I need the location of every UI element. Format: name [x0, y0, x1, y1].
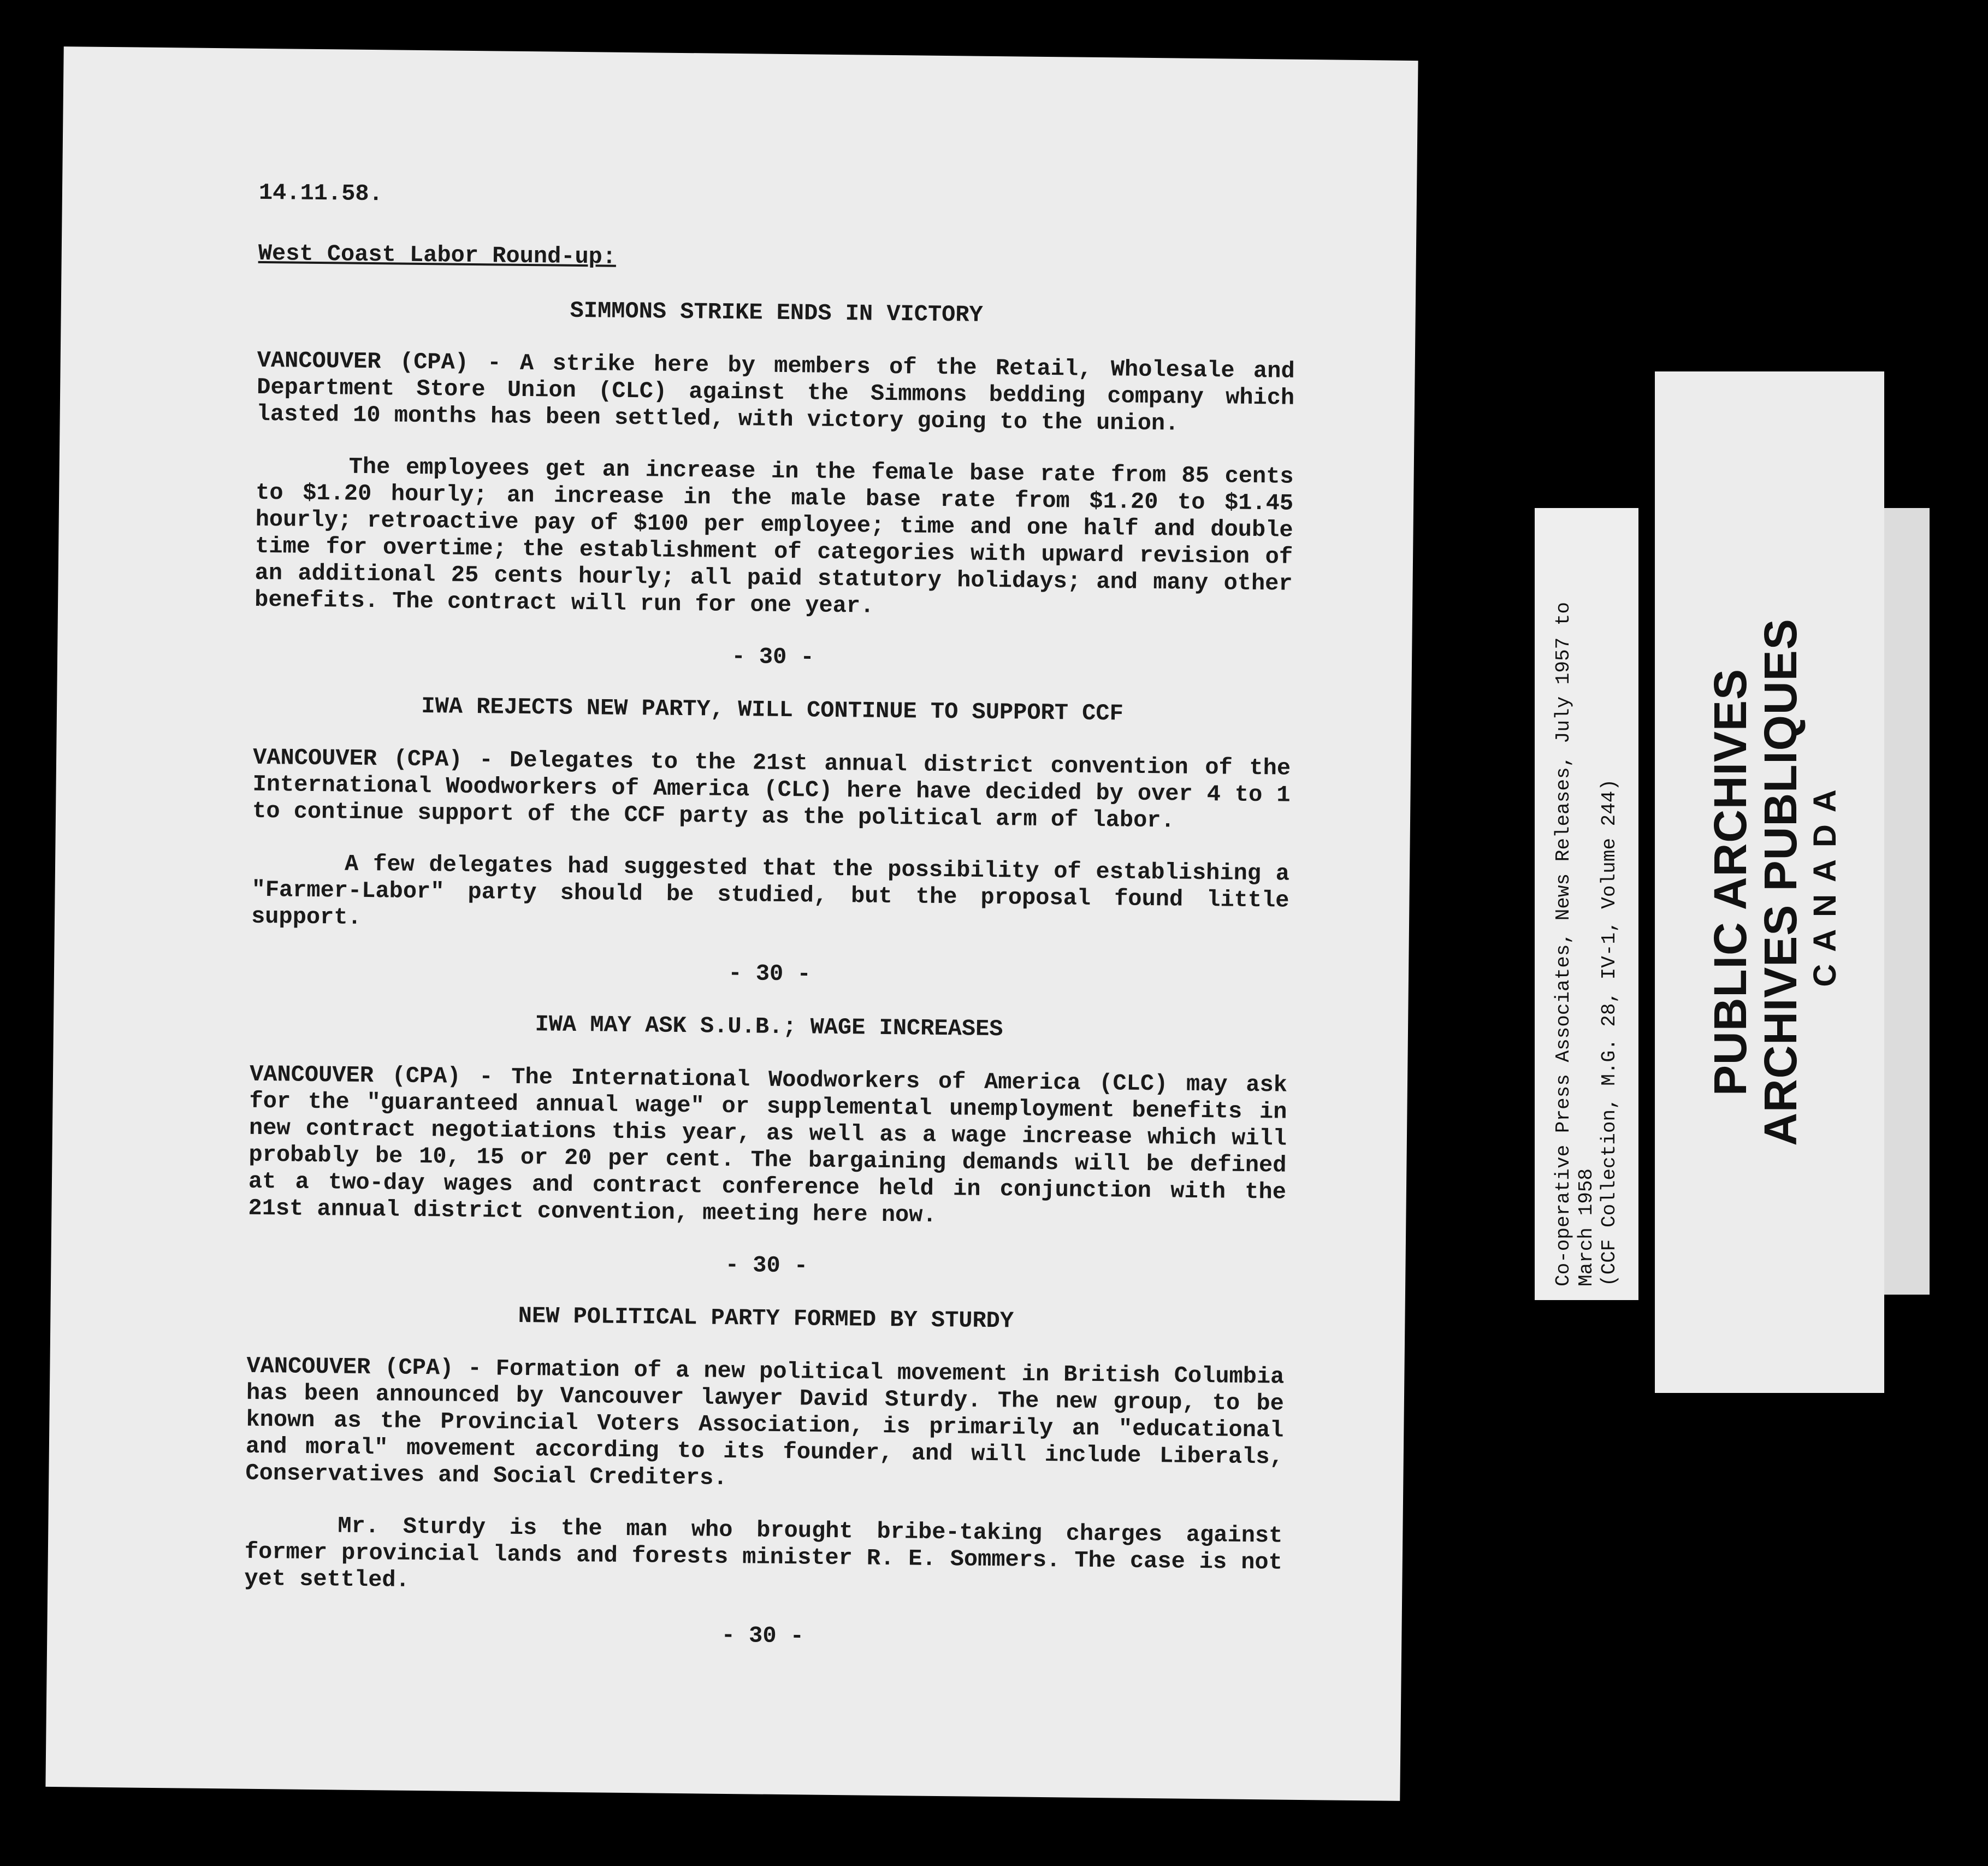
story: [244, 1300, 1285, 1655]
story-paragraph: VANCOUVER (CPA) - The International Woodworkers of America (CLC) may ask for the "guaranteed annual wage" or supplemental unemployment benefits in new contract negotiations this year, as well as a wage increase which will probably be 10, 15 or 20 per cent. The bargaining demands will be defined at a two-day wages and contract conference held in conjunction with the 21st annual district convention, meeting here now.: [248, 1061, 1288, 1229]
story: [254, 294, 1295, 676]
story-paragraph: VANCOUVER (CPA) - Formation of a new political movement in British Columbia has been announced by Vancouver lawyer David Sturdy. The new group, to be known as the Provincial Voters Association, is primarily an "educational and moral" movement according to its founder, and will include Liberals, Conservatives and Social Crediters.: [245, 1353, 1285, 1491]
public-archives-card: [1655, 371, 1884, 1393]
archive-label-line: March 1958: [1575, 1168, 1597, 1286]
stamp-line-french: ARCHIVES PUBLIQUES: [1755, 618, 1806, 1146]
stamp-text: [1705, 554, 1845, 1210]
end-mark: - 30 -: [728, 960, 811, 988]
typescript-body: [244, 180, 1297, 1681]
story-headline: IWA MAY ASK S.U.B.; WAGE INCREASES: [535, 1011, 1003, 1043]
archive-label-text: [1552, 522, 1621, 1286]
end-mark: - 30 -: [731, 643, 814, 671]
story-paragraph: VANCOUVER (CPA) - Delegates to the 21st annual district convention of the International Woodworkers of America (CLC) here have decided by over 4 to 1 to continue support of the CCF party as the political arm of labor.: [252, 744, 1291, 834]
archive-label-line: Co-operative Press Associates, News Releases, July 1957 to: [1552, 601, 1575, 1286]
archive-collection-label: [1535, 508, 1638, 1300]
story-paragraph: Mr. Sturdy is the man who brought bribe-taking charges against former provincial lands and forests minister R. E. Sommers. The case is not yet settled.: [244, 1513, 1283, 1593]
story-paragraph: VANCOUVER (CPA) - A strike here by members of the Retail, Wholesale and Department Store Union (CLC) against the Simmons bedding company which lasted 10 months has been settled, with victory going to the union.: [256, 347, 1295, 437]
story-paragraph: The employees get an increase in the female base rate from 85 cents to $1.20 hourly; an increase in the male base rate from $1.20 to $1.45 hourly; retroactive pay of $100 per employee; time and one half and double time for overtime; the establishment of categories with upward revision of an additional 25 cents hourly; all paid statutory holidays; and many other benefits. The contract will run for one year.: [254, 453, 1294, 619]
story-paragraph: A few delegates had suggested that the possibility of establishing a "Farmer-Labor" party should be studied, but the proposal found little support.: [251, 851, 1290, 931]
stamp-line-country: CANADA: [1807, 777, 1843, 987]
end-mark: - 30 -: [725, 1251, 808, 1279]
series-heading: West Coast Labor Round-up:: [258, 240, 617, 270]
typescript-page: [45, 46, 1418, 1801]
archive-label-line: (CCF Collection, M.G. 28, IV-1, Volume 244): [1598, 779, 1620, 1286]
document-date: 14.11.58.: [258, 179, 383, 208]
public-archives-stamp: [1693, 410, 1857, 1355]
story-headline: SIMMONS STRIKE ENDS IN VICTORY: [570, 297, 984, 328]
story-headline: IWA REJECTS NEW PARTY, WILL CONTINUE TO SUPPORT CCF: [421, 693, 1124, 727]
archive-card-tab: [1879, 508, 1930, 1295]
end-mark: - 30 -: [721, 1622, 804, 1650]
story-headline: NEW POLITICAL PARTY FORMED BY STURDY: [518, 1302, 1014, 1334]
stamp-line-english: PUBLIC ARCHIVES: [1705, 669, 1756, 1096]
story: [251, 692, 1291, 993]
story: [247, 1008, 1288, 1285]
